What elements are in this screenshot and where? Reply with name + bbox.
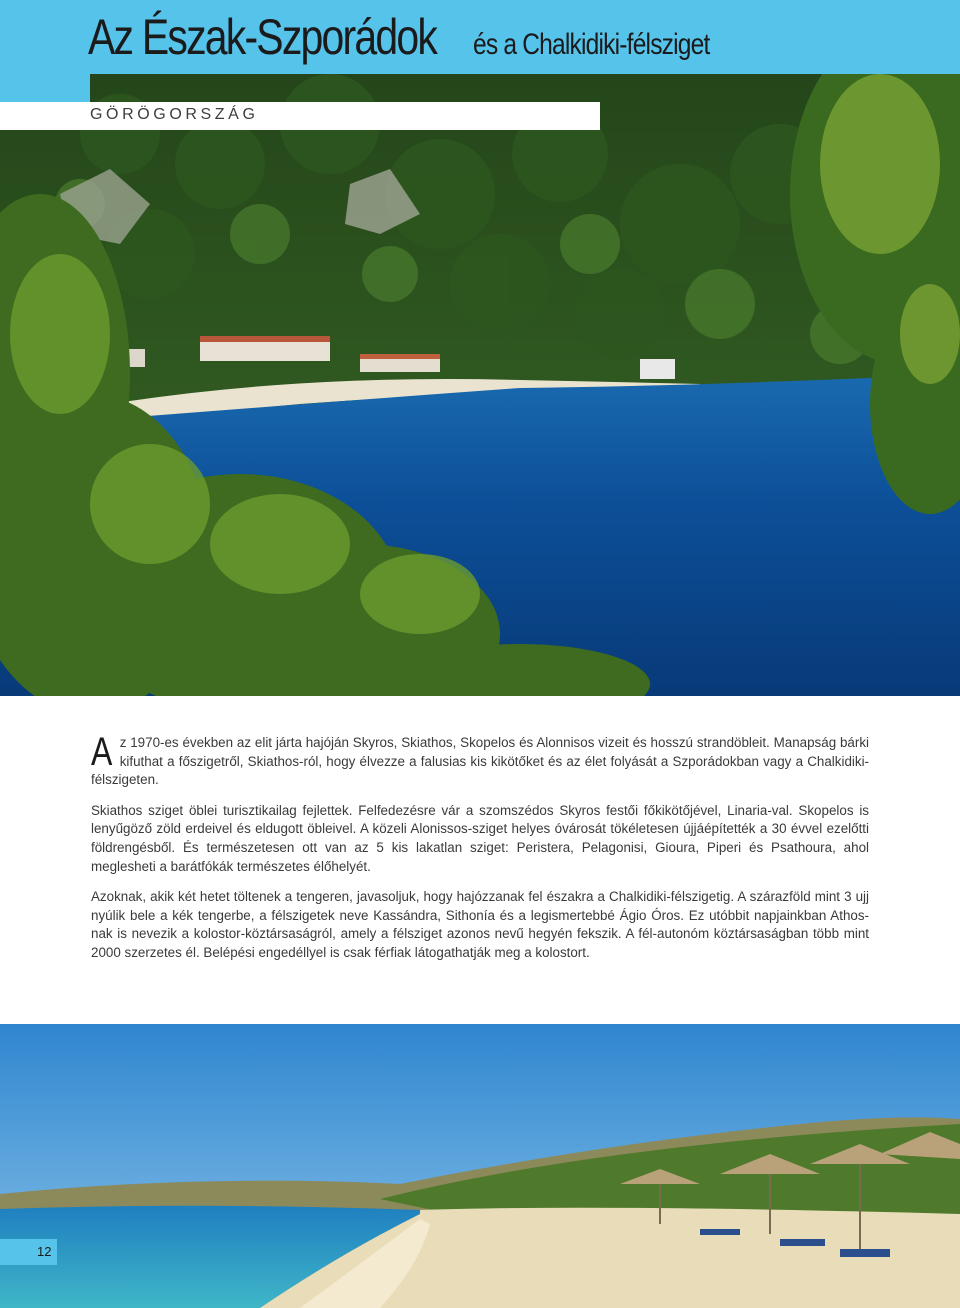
- dropcap-letter: A: [91, 730, 113, 774]
- intro-text: z 1970-es években az elit járta hajóján Skyros, Skiathos, Skopelos és Alonnisos vizeit és hosszú strandöbleit. Manapság bárki kifuthat a főszigetről, Skiathos-ról, hogy élvezze a falusias kis kikötőket és az élet folyását a Szporádokban vagy a Chalkidiki-félszigeten.: [91, 735, 869, 788]
- intro-paragraph: [91, 730, 869, 790]
- page-number: 12: [37, 1244, 52, 1259]
- article-body: [91, 730, 869, 975]
- page-title-main: Az Észak-Szporádok: [88, 9, 437, 65]
- beach-photo: [0, 1024, 960, 1308]
- body-paragraph-islands: Skiathos sziget öblei turisztikailag fejlettek. Felfedezésre vár a szomszédos Skyros festői főkikötőjével, Linaria-val. Skopelos is lenyűgöző zöld erdeivel és eldugott öbleivel. A közeli Alonissos-sziget helyes óvárosát tökéletesen újjáépítették a 30 évvel ezelőtti földrengésből. És természetesen ott van az 5 kis lakatlan sziget: Peristera, Pelagonisi, Gioura, Piperi és Psathoura, ahol meglesheti a barátfókák természetes élőhelyét.: [91, 802, 869, 874]
- bay-photo: [0, 74, 960, 696]
- page-title-sub: és a Chalkidiki-félsziget: [473, 28, 710, 61]
- page-title: [88, 8, 710, 66]
- country-label: GÖRÖGORSZÁG: [90, 106, 259, 123]
- title-bar-notch: [0, 74, 90, 102]
- body-paragraph-chalkidiki: Azoknak, akik két hetet töltenek a tengeren, javasoljuk, hogy hajózzanak fel északra a Chalkidiki-félszigetig. A szárazföld mint 3 ujj nyúlik bele a kék tengerbe, a félszigetek neve Kassándra, Sithonía és a legismertebbé Ágio Óros. Ez utóbbit napjainkban Athos-nak is nevezik a kolostor-köztársaságról, amely a félsziget azonos nevű hegyén fekszik. A fél-autonóm köztársaságban több mint 2000 szerzetes él. Belépési engedéllyel is csak férfiak látogathatják meg a kolostort.: [91, 889, 869, 960]
